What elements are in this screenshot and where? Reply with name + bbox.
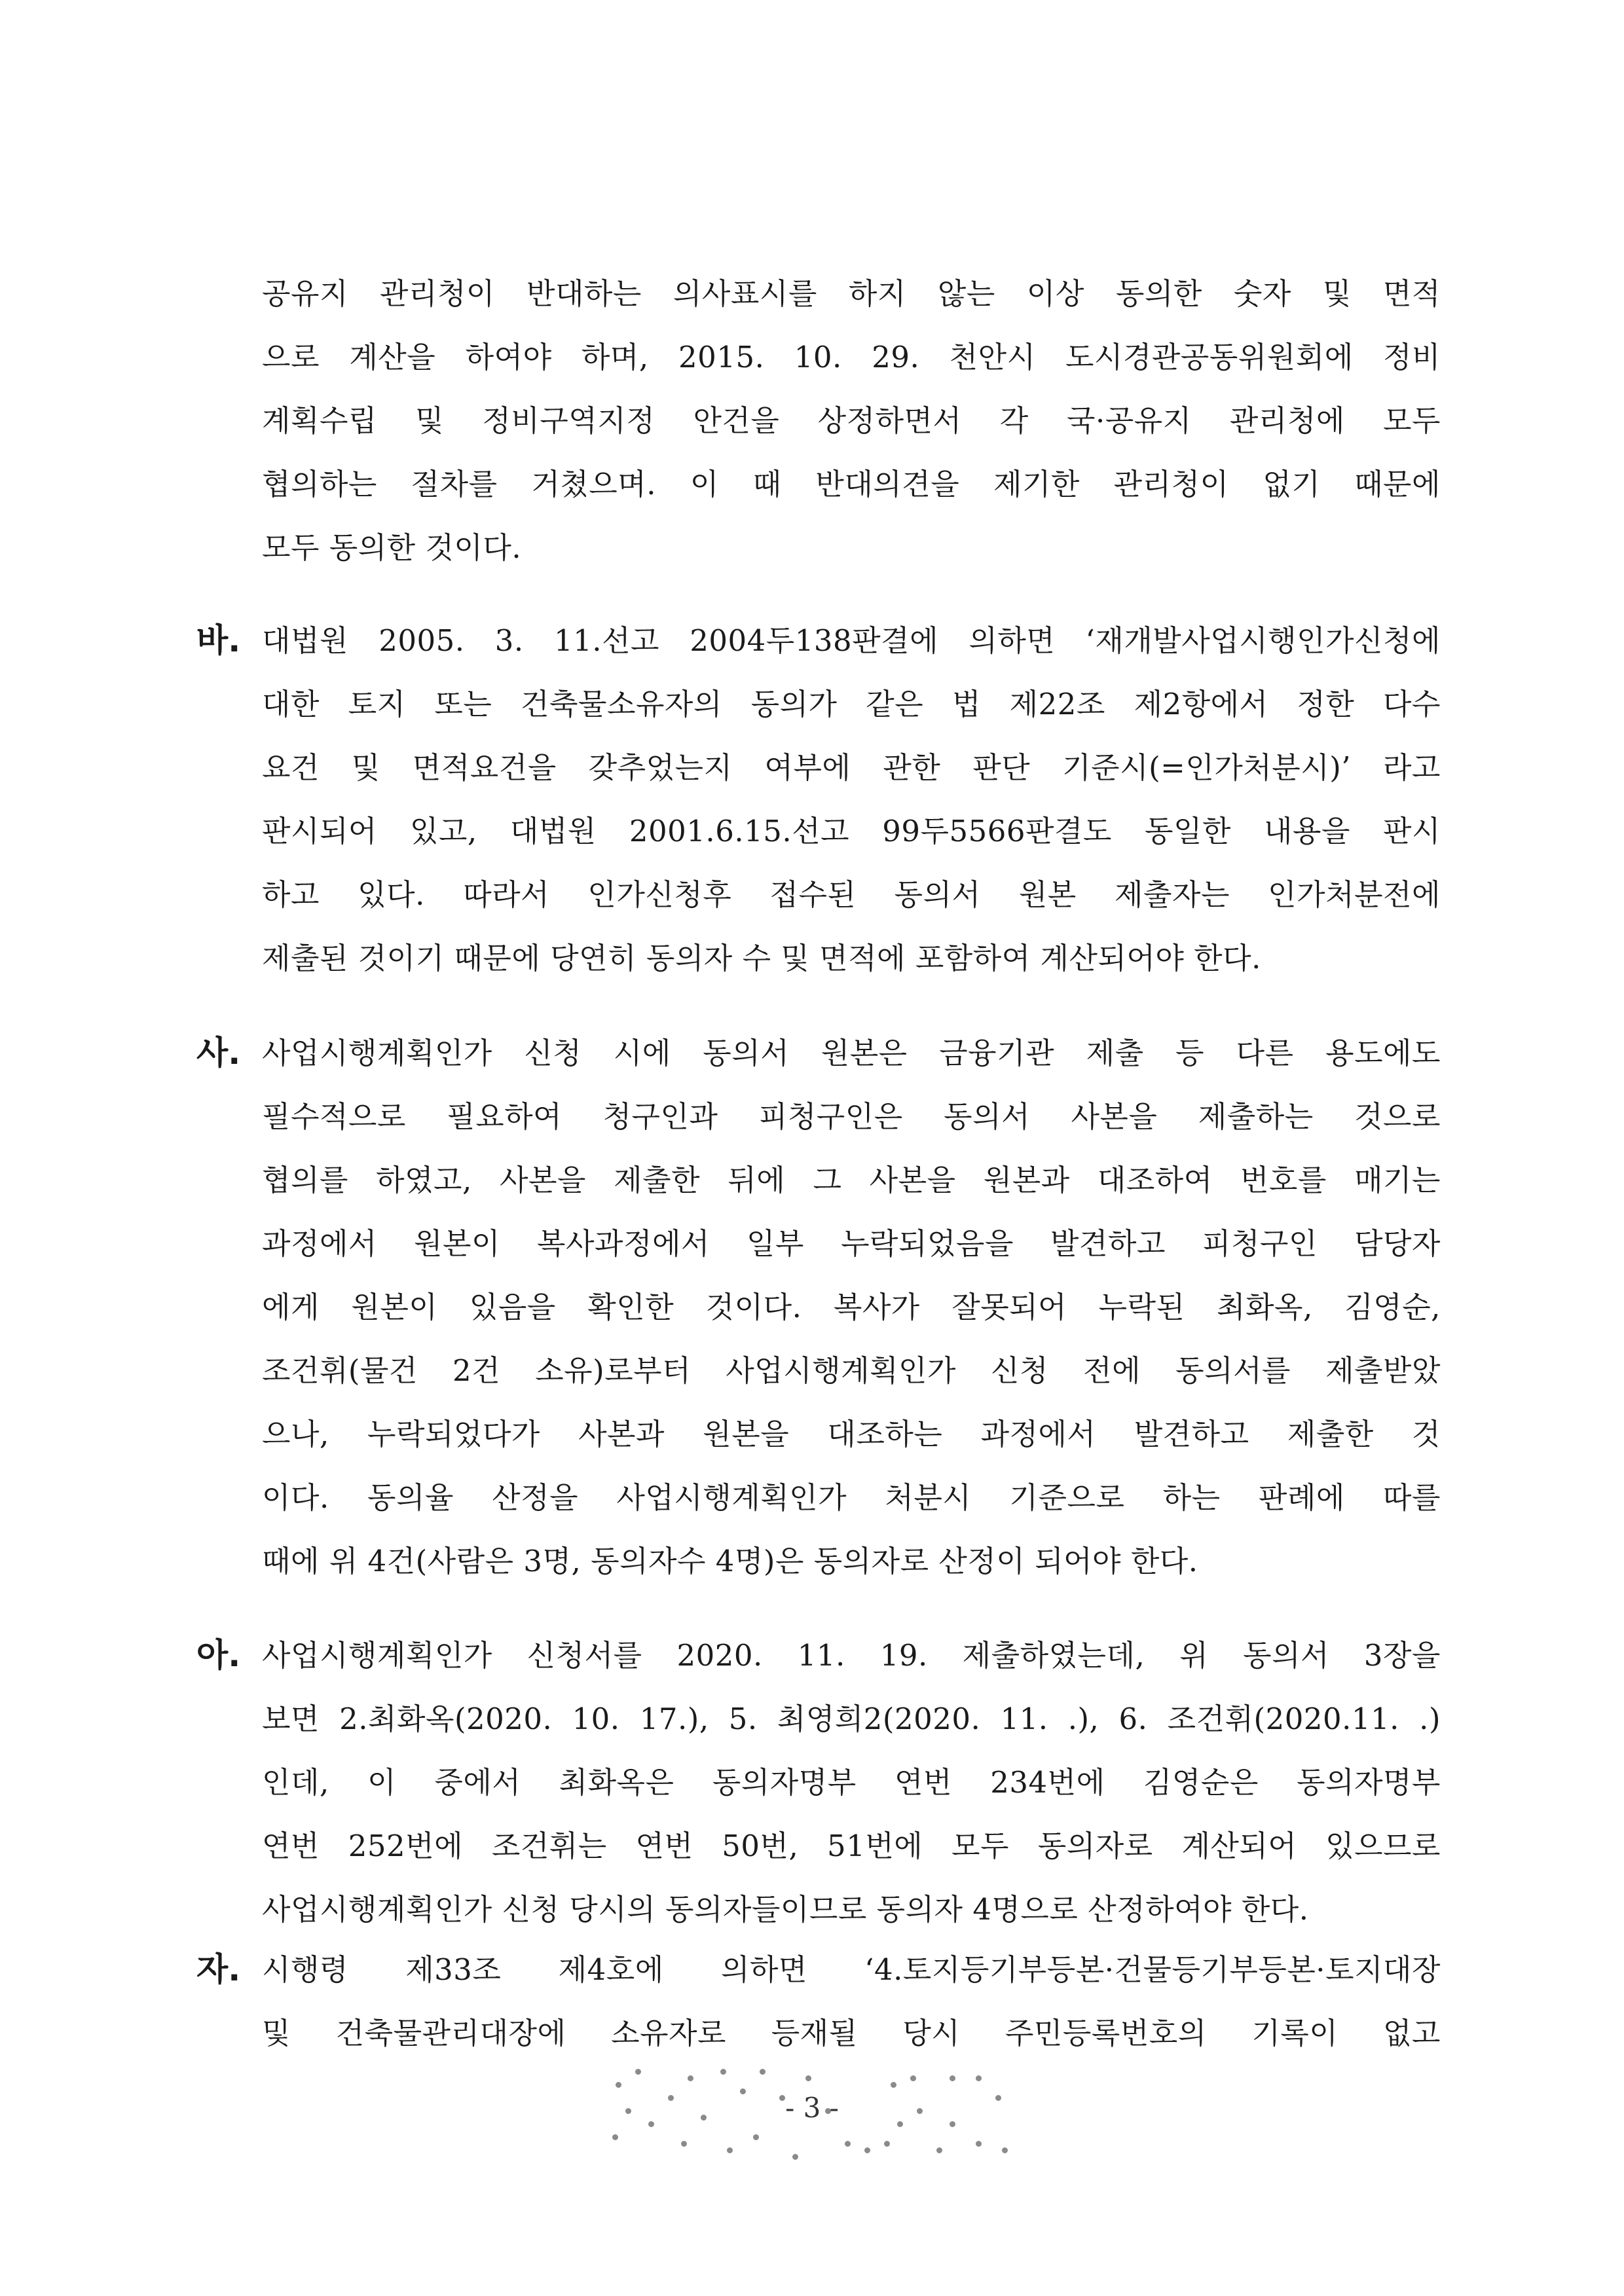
text-line: 대법원 2005. 3. 11.선고 2004두138판결에 의하면 ‘재개발사업시행인가신청에 — [262, 623, 1441, 658]
text-line: 시행령 제33조 제4호에 의하면 ‘4.토지등기부등본·건물등기부등본·토지대장 — [262, 1952, 1441, 1987]
text-line: 사업시행계획인가 신청 시에 동의서 원본은 금융기관 제출 등 다른 용도에도 — [262, 1036, 1441, 1070]
text-line: 사업시행계획인가 신청 당시의 동의자들이므로 동의자 4명으로 산정하여야 한다. — [262, 1892, 1309, 1927]
text-line: 으로 계산을 하여야 하며, 2015. 10. 29. 천안시 도시경관공동위원회에 정비 — [262, 340, 1441, 374]
section-sa — [196, 1021, 1441, 1593]
page-footer — [0, 2092, 1624, 2124]
text-line: 협의를 하였고, 사본을 제출한 뒤에 그 사본을 원본과 대조하여 번호를 매기는 — [262, 1163, 1441, 1197]
text-line: 이다. 동의율 산정을 사업시행계획인가 처분시 기준으로 하는 판례에 따를 — [262, 1480, 1441, 1515]
text-line: 계획수립 및 정비구역지정 안건을 상정하면서 각 국·공유지 관리청에 모두 — [262, 403, 1441, 438]
text-line: 연번 252번에 조건휘는 연번 50번, 51번에 모두 동의자로 계산되어 있으므로 — [262, 1829, 1441, 1863]
text-line: 과정에서 원본이 복사과정에서 일부 누락되었음을 발견하고 피청구인 담당자 — [262, 1226, 1441, 1261]
intro-paragraph — [196, 262, 1441, 579]
text-line: 때에 위 4건(사람은 3명, 동의자수 4명)은 동의자로 산정이 되어야 한다. — [262, 1544, 1198, 1578]
text-line: 대한 토지 또는 건축물소유자의 동의가 같은 법 제22조 제2항에서 정한 다수 — [262, 687, 1441, 721]
section-marker: 사. — [196, 1034, 241, 1072]
text-line: 제출된 것이기 때문에 당연히 동의자 수 및 면적에 포함하여 계산되어야 한다. — [262, 941, 1261, 975]
section-ba — [196, 609, 1441, 990]
text-line: 에게 원본이 있음을 확인한 것이다. 복사가 잘못되어 누락된 최화옥, 김영순, — [262, 1290, 1441, 1324]
section-a — [196, 1624, 1441, 1941]
text-line: 필수적으로 필요하여 청구인과 피청구인은 동의서 사본을 제출하는 것으로 — [262, 1099, 1441, 1134]
text-line: 사업시행계획인가 신청서를 2020. 11. 19. 제출하였는데, 위 동의서 3장을 — [262, 1638, 1441, 1673]
text-line: 요건 및 면적요건을 갖추었는지 여부에 관한 판단 기준시(=인가처분시)’ 라고 — [262, 750, 1441, 785]
text-line: 하고 있다. 따라서 인가신청후 접수된 동의서 원본 제출자는 인가처분전에 — [262, 877, 1441, 912]
page-number: - 3 - — [785, 2092, 839, 2124]
section-ja — [196, 1938, 1441, 2065]
text-line: 인데, 이 중에서 최화옥은 동의자명부 연번 234번에 김영순은 동의자명부 — [262, 1765, 1441, 1800]
text-line: 모두 동의한 것이다. — [262, 530, 522, 565]
text-line: 협의하는 절차를 거쳤으며. 이 때 반대의견을 제기한 관리청이 없기 때문에 — [262, 467, 1441, 501]
section-marker: 자. — [196, 1950, 241, 1988]
text-line: 공유지 관리청이 반대하는 의사표시를 하지 않는 이상 동의한 숫자 및 면적 — [262, 276, 1441, 311]
section-marker: 바. — [196, 621, 241, 659]
text-line: 및 건축물관리대장에 소유자로 등재될 당시 주민등록번호의 기록이 없고 — [262, 2016, 1441, 2050]
section-marker: 아. — [196, 1636, 241, 1674]
text-line: 으나, 누락되었다가 사본과 원본을 대조하는 과정에서 발견하고 제출한 것 — [262, 1417, 1441, 1451]
text-line: 판시되어 있고, 대법원 2001.6.15.선고 99두5566판결도 동일한 내용을 판시 — [262, 814, 1441, 848]
text-line: 보면 2.최화옥(2020. 10. 17.), 5. 최영희2(2020. 11. .), 6. 조건휘(2020.11. .) — [262, 1702, 1441, 1736]
text-line: 조건휘(물건 2건 소유)로부터 사업시행계획인가 신청 전에 동의서를 제출받았 — [262, 1353, 1441, 1388]
